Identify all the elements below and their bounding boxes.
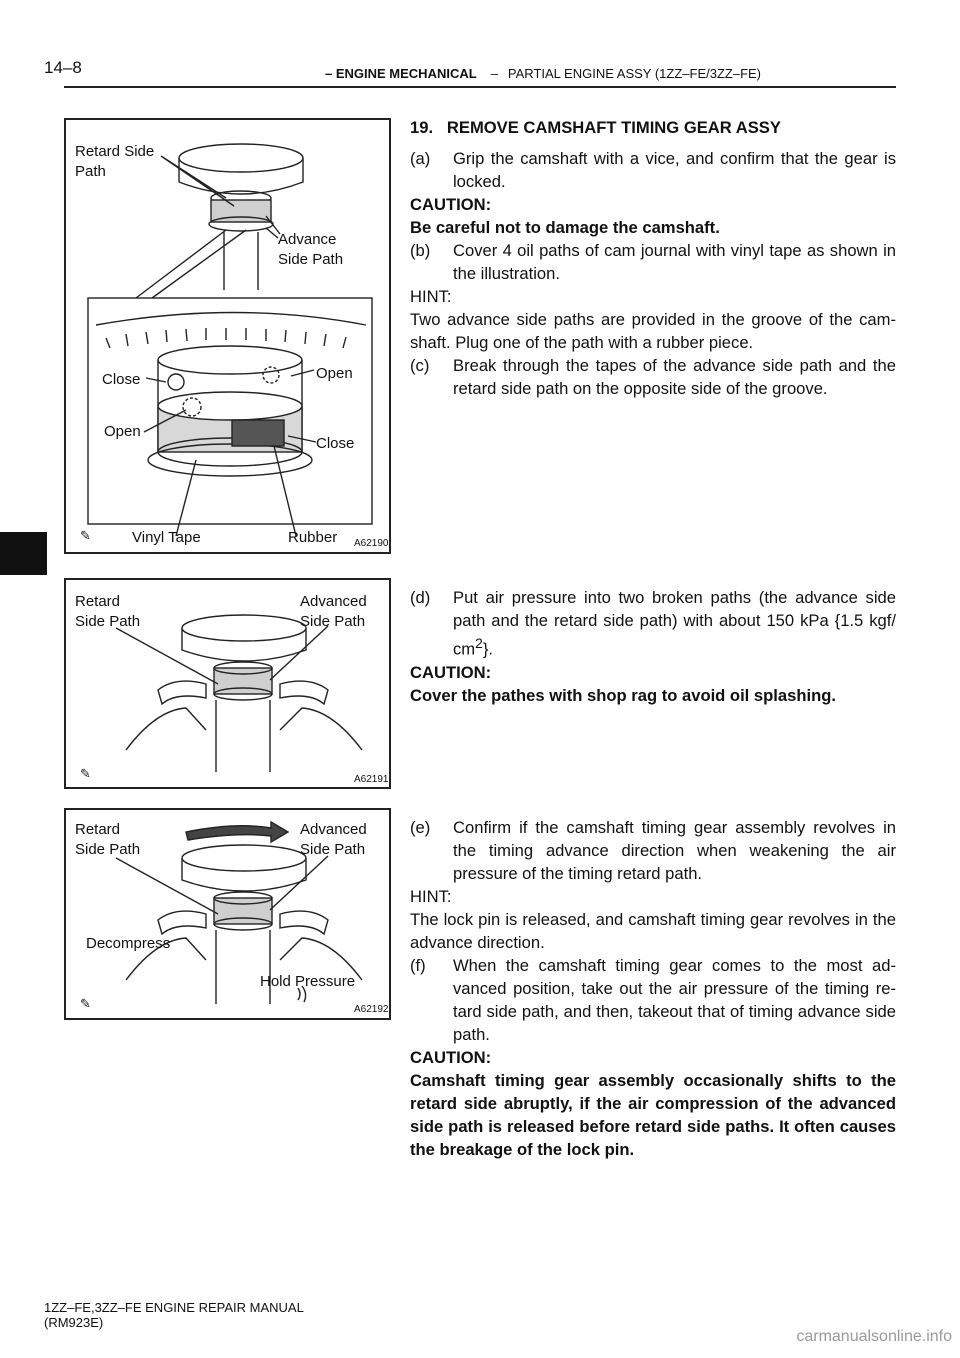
label-line: Side Path <box>300 613 366 630</box>
pencil-icon: ✎ <box>80 996 91 1011</box>
page-header <box>325 66 761 81</box>
hint-label: HINT: <box>410 287 452 306</box>
step-d <box>410 586 896 661</box>
label-close-left: Close <box>102 371 141 388</box>
step-a-marker: (a) <box>410 149 431 168</box>
step-f <box>410 954 896 1046</box>
label-line: Side Path <box>75 841 141 858</box>
step-f-marker: (f) <box>410 956 426 975</box>
pencil-icon: ✎ <box>80 528 91 543</box>
footer-manual-title: 1ZZ–FE,3ZZ–FE ENGINE REPAIR MANUAL <box>44 1300 304 1315</box>
label-retard-side-path <box>75 820 140 860</box>
figure-id: A62190 <box>354 538 389 549</box>
step-d-text: Put air pressure into two broken paths (the advance side path and the retard side path) with about 150 kPa {1.5 kgf/ cm <box>453 588 896 659</box>
section-tab-marker <box>0 532 47 575</box>
superscript: 2 <box>475 635 483 651</box>
hint-label: HINT: <box>410 887 452 906</box>
step-a-text: Grip the camshaft with a vice, and confirm that the gear is locked. <box>453 149 896 191</box>
label-decompress: Decompress <box>86 935 171 952</box>
caution-label: CAUTION: <box>410 662 492 682</box>
step-b <box>410 239 896 285</box>
figure-id: A62191 <box>354 774 389 785</box>
label-advanced-side-path <box>300 820 367 860</box>
figure-1-drawing <box>66 120 389 552</box>
label-line: Side Path <box>300 841 366 858</box>
step-d-marker: (d) <box>410 588 431 607</box>
label-line: Path <box>75 163 106 180</box>
step-e <box>410 816 896 885</box>
label-hold-pressure: Hold Pressure <box>260 973 356 990</box>
caution-text: Be careful not to damage the camshaft. <box>410 218 720 237</box>
step-c-text: Break through the tapes of the advance side path and the retard side path on the opposite side of the groove. <box>453 356 896 398</box>
label-line: Advance <box>278 231 337 248</box>
figure-camshaft-taping <box>64 118 391 554</box>
step-d-text-end: }. <box>482 639 493 659</box>
instructions-block-3 <box>410 816 896 1161</box>
label-open-left: Open <box>104 423 141 440</box>
label-vinyl-tape: Vinyl Tape <box>132 529 201 546</box>
watermark: carmanualsonline.info <box>796 1328 952 1345</box>
label-advanced-side-path <box>300 592 367 632</box>
figure-air-pressure <box>64 578 391 789</box>
label-line: Side Path <box>278 251 344 268</box>
caution-label: CAUTION: <box>410 195 492 214</box>
label-line: Retard Side <box>75 143 155 160</box>
caution-label: CAUTION: <box>410 1048 492 1067</box>
header-section: – ENGINE MECHANICAL <box>325 66 477 81</box>
step-a <box>410 147 896 193</box>
pencil-icon: ✎ <box>80 766 91 781</box>
label-advance-side-path <box>278 230 343 270</box>
header-subsection: PARTIAL ENGINE ASSY (1ZZ–FE/3ZZ–FE) <box>507 66 762 81</box>
figure-decompress <box>64 808 391 1020</box>
label-close-right: Close <box>316 435 355 452</box>
step-b-marker: (b) <box>410 241 431 260</box>
label-retard-side-path <box>75 592 140 632</box>
label-line: Advanced <box>300 593 367 610</box>
label-line: Retard <box>75 821 121 838</box>
instructions-block-2 <box>410 586 896 707</box>
figure-id: A62192 <box>354 1004 389 1015</box>
label-line: Side Path <box>75 613 141 630</box>
label-line: Advanced <box>300 821 367 838</box>
step-b-text: Cover 4 oil paths of cam journal with vinyl tape as shown in the illustration. <box>453 241 896 283</box>
step-e-text: Confirm if the camshaft timing gear assembly revolves in the timing advance direction when weakening the air pressure of the timing retard path. <box>453 818 896 883</box>
label-line: Retard <box>75 593 121 610</box>
step-f-text: When the camshaft timing gear comes to the most ad-vanced position, take out the air pressure of the timing re-tard side path, and then, takeout that of timing advance side path. <box>453 956 896 1044</box>
step-title: 19. REMOVE CAMSHAFT TIMING GEAR ASSY <box>410 118 781 137</box>
hint-text: Two advance side paths are provided in the groove of the cam-shaft. Plug one of the path with a rubber piece. <box>410 310 896 352</box>
caution-text: Camshaft timing gear assembly occasionally shifts to the retard side abruptly, if the air compression of the advanced side path is released before retard side paths. It often causes the breakage of the lock pin. <box>410 1071 896 1159</box>
header-rule <box>64 86 896 88</box>
footer-manual-code: (RM923E) <box>44 1315 104 1330</box>
step-c <box>410 354 896 400</box>
label-open-right: Open <box>316 365 353 382</box>
caution-text: Cover the pathes with shop rag to avoid oil splashing. <box>410 685 836 705</box>
hint-text: The lock pin is released, and camshaft timing gear revolves in the advance direction. <box>410 910 896 952</box>
header-separator: – <box>490 66 498 81</box>
instructions-block-1 <box>410 116 896 400</box>
label-rubber: Rubber <box>288 529 338 546</box>
step-c-marker: (c) <box>410 356 430 375</box>
label-retard-side-path <box>75 142 154 182</box>
page-number: 14–8 <box>44 58 82 77</box>
step-e-marker: (e) <box>410 818 431 837</box>
